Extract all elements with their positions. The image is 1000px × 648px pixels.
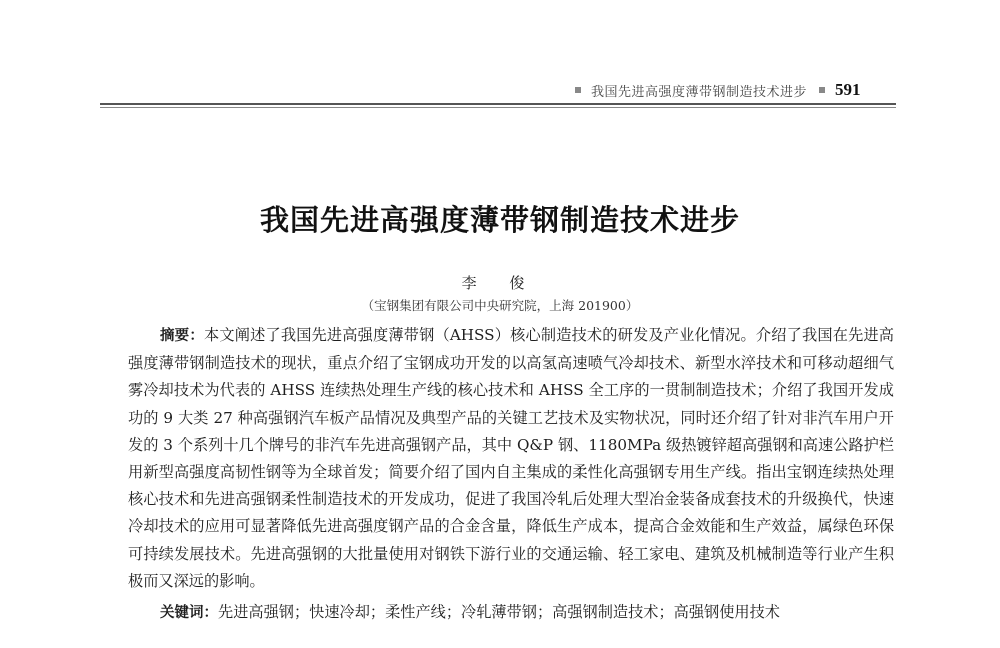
header-bullet-icon: [819, 87, 825, 93]
page-number: 591: [835, 80, 861, 99]
paper-title: 我国先进高强度薄带钢制造技术进步: [259, 203, 740, 237]
abstract-label: 摘要：: [160, 328, 205, 344]
abstract: [128, 322, 894, 595]
keywords: [160, 599, 900, 627]
running-header-title: 我国先进高强度薄带钢制造技术进步: [591, 84, 808, 100]
keywords-text: 先进高强钢；快速冷却；柔性产线；冷轧薄带钢；高强钢制造技术；高强钢使用技术: [218, 603, 780, 621]
header-bullet-icon: [575, 87, 581, 93]
abstract-text: 本文阐述了我国先进高强度薄带钢（AHSS）核心制造技术的研发及产业化情况。介绍了我国在先进高强度薄带钢制造技术的现状，重点介绍了宝钢成功开发的以高氢高速喷气冷却技术、新型水淬技术和可移动超细气雾冷却技术为代表的 AHSS 连续热处理生产线的核心技术和 AHSS 全工序的一贯制制造技术；介绍了我国开发成功的 9 大类 27 种高强钢汽车板产品情况及典型产品的关键工艺技术及实物状况，同时还介绍了针对非汽车用户开发的 3 个系列十几个牌号的非汽车先进高强钢产品，其中 Q&P 钢、1180MPa 级热镀锌超高强钢和高速公路护栏用新型高强度高韧性钢等为全球首发；简要介绍了国内自主集成的柔性化高强钢专用生产线。指出宝钢连续热处理核心技术和先进高强钢柔性制造技术的开发成功，促进了我国冷轧后处理大型冶金装备成套技术的升级换代，快速冷却技术的应用可显著降低先进高强度钢产品的合金含量，降低生产成本，提高合金效能和生产效益，属绿色环保可持续发展技术。先进高强钢的大批量使用对钢铁下游行业的交通运输、轻工家电、建筑及机械制造等行业产生积极而又深远的影响。: [128, 326, 894, 590]
author: 李 俊: [461, 274, 539, 292]
affiliation: （宝钢集团有限公司中央研究院，上海 201900）: [361, 298, 639, 313]
header-rule: [100, 103, 896, 105]
keywords-label: 关键词：: [160, 605, 218, 621]
header-rule-thin: [100, 107, 896, 108]
running-header: [575, 78, 861, 102]
